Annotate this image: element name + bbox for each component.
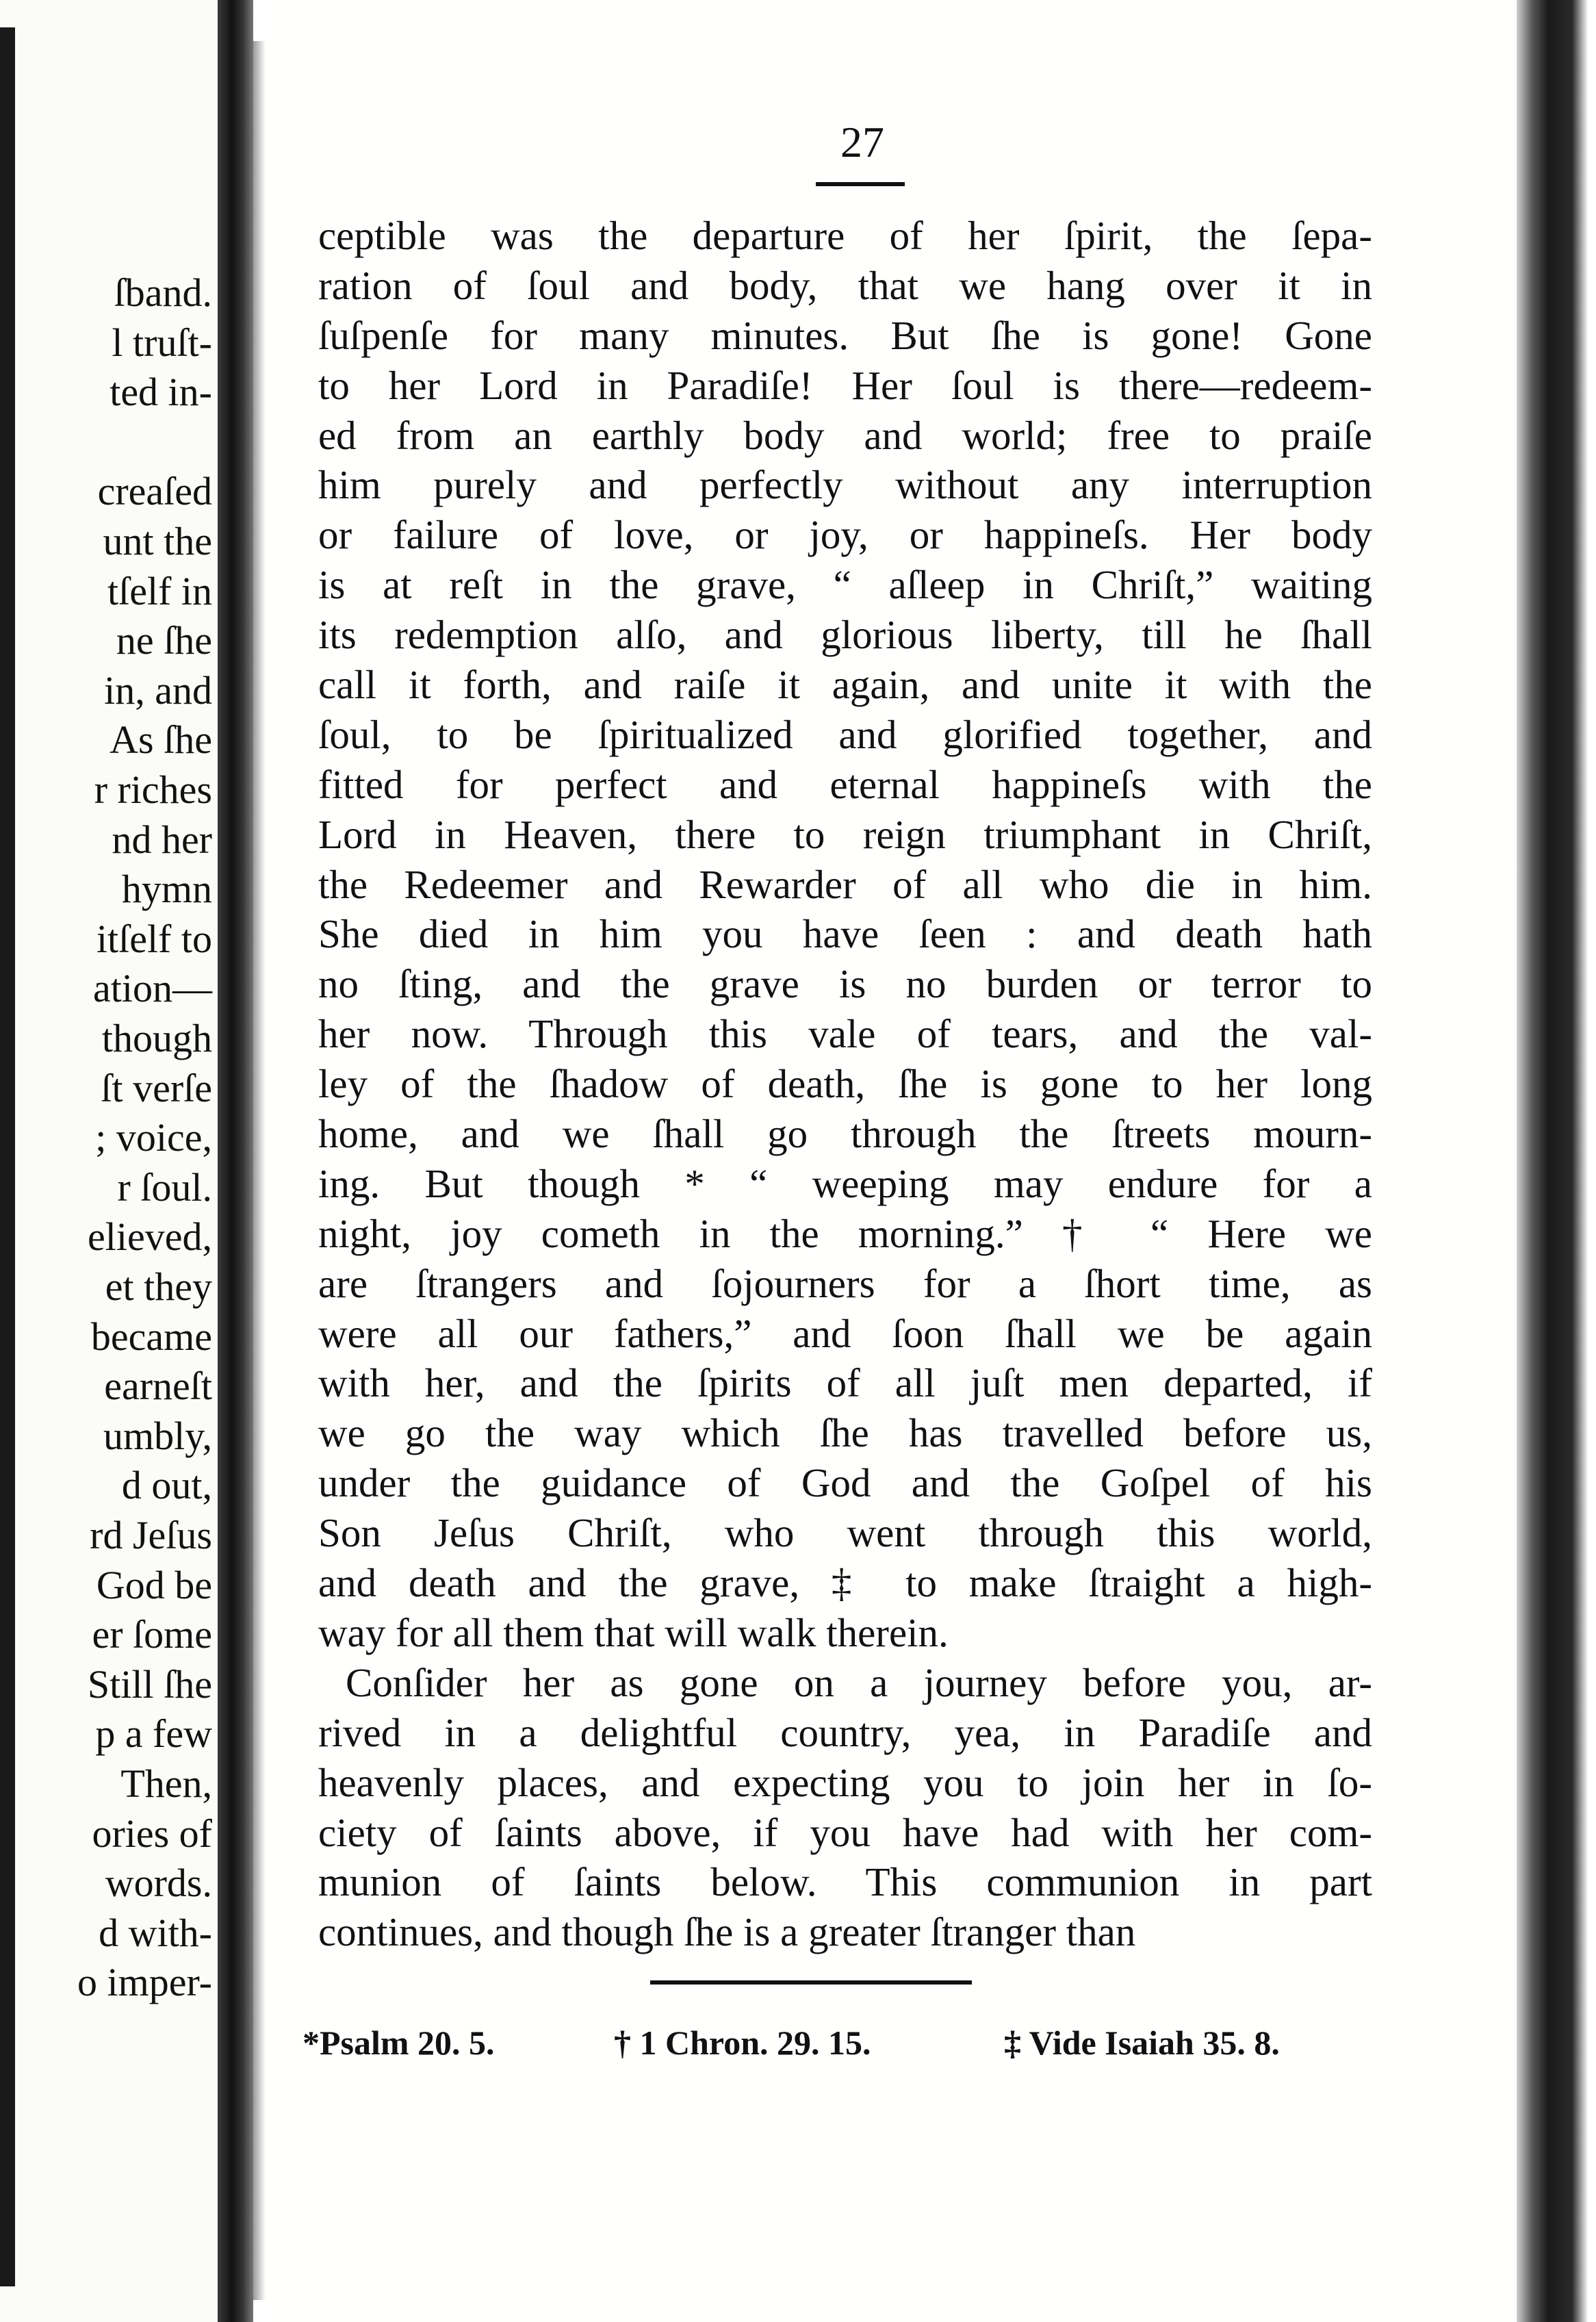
left-page-line: elieved,	[88, 1214, 212, 1260]
footnote-psalm: *Psalm 20. 5.	[303, 2024, 495, 2062]
page-number: 27	[840, 118, 884, 166]
footnote-rule	[650, 1980, 972, 1985]
text-line: him purely and perfectly without any interruption	[318, 462, 1372, 508]
text-line: call it forth, and raiſe it again, and unite it with the	[318, 662, 1372, 708]
text-line: Conſider her as gone on a journey before you, ar-	[346, 1659, 1372, 1705]
left-page-line: nd her	[112, 817, 212, 862]
text-line: continues, and though ſhe is a greater ſtranger than	[318, 1909, 1136, 1955]
left-page-line: et they	[105, 1264, 212, 1309]
left-page-line: Still ſhe	[87, 1661, 212, 1707]
text-line: is at reſt in the grave, “ aſleep in Chriſt,” waiting	[318, 562, 1372, 608]
left-page-line: in, and	[104, 667, 212, 713]
left-page-line: ne ſhe	[116, 618, 212, 663]
left-page-line: d with-	[99, 1910, 212, 1955]
left-page-line: er ſome	[92, 1612, 212, 1657]
left-page-line: umbly,	[103, 1413, 212, 1458]
right-page-edge	[1517, 0, 1596, 2322]
text-line: ing. But though * “ weeping may endure for a	[318, 1160, 1372, 1206]
book-gutter	[218, 0, 253, 2322]
left-page-line: d out,	[121, 1463, 212, 1508]
left-page-line: words.	[105, 1861, 212, 1906]
text-line: ed from an earthly body and world; free to praiſe	[318, 412, 1372, 458]
left-page-line: ; voice,	[95, 1115, 212, 1160]
text-line: ſoul, to be ſpiritualized and glorified together, and	[318, 711, 1372, 757]
footnote-chronicles: † 1 Chron. 29. 15.	[614, 2024, 871, 2062]
text-line: ley of the ſhadow of death, ſhe is gone to her long	[318, 1061, 1372, 1107]
left-page-line: ted in-	[110, 370, 212, 415]
text-line: ſuſpenſe for many minutes. But ſhe is gone! Gone	[318, 312, 1372, 358]
text-line: are ſtrangers and ſojourners for a ſhort time, as	[318, 1260, 1372, 1306]
left-page-line: ation—	[93, 966, 212, 1011]
text-line: way for all them that will walk therein.	[318, 1609, 949, 1655]
left-page-line: As ſhe	[110, 717, 212, 763]
left-page-edge	[0, 27, 15, 2286]
text-line: were all our fathers,” and ſoon ſhall we be again	[318, 1310, 1372, 1356]
left-page-line: ſt verſe	[101, 1065, 212, 1110]
left-page-line: tſelf in	[107, 568, 212, 613]
left-page-line: though	[101, 1016, 212, 1060]
text-line: heavenly places, and expecting you to join her in ſo-	[318, 1759, 1372, 1805]
left-page-line: itſelf to	[96, 916, 212, 961]
text-line: its redemption alſo, and glorious liberty, till he ſhall	[318, 612, 1372, 658]
left-page-line: creaſed	[97, 469, 212, 514]
left-page-line: ſband.	[114, 270, 212, 315]
left-page-line: God be	[96, 1562, 212, 1607]
left-page-line: o imper-	[77, 1960, 212, 2005]
page-number-rule	[816, 182, 905, 186]
text-line: rived in a delightful country, yea, in Paradiſe and	[318, 1709, 1372, 1755]
footnotes	[303, 2021, 1343, 2065]
text-line: Son Jeſus Chriſt, who went through this world,	[318, 1510, 1372, 1556]
text-line: ciety of ſaints above, if you have had with her com-	[318, 1809, 1372, 1855]
left-page-line: hymn	[121, 867, 212, 912]
left-page-line: r riches	[94, 767, 212, 812]
gutter-shadow	[253, 41, 266, 2300]
text-line: and death and the grave, ‡ to make ſtraight a high-	[318, 1560, 1372, 1606]
left-page-line: Then,	[120, 1761, 212, 1806]
left-page-line: unt the	[103, 519, 212, 563]
left-page-line: earneſt	[104, 1364, 212, 1409]
left-page-line: ories of	[92, 1811, 212, 1856]
left-page-line: p a few	[95, 1711, 212, 1757]
text-line: night, joy cometh in the morning.” † “ Here we	[318, 1210, 1372, 1256]
left-page-line: became	[90, 1314, 212, 1359]
text-line: her now. Through this vale of tears, and the val-	[318, 1011, 1372, 1057]
text-line: to her Lord in Paradiſe! Her ſoul is there—redeem-	[318, 362, 1372, 408]
text-line: under the guidance of God and the Goſpel of his	[318, 1460, 1372, 1506]
text-line: fitted for perfect and eternal happineſs with the	[318, 761, 1372, 807]
text-line: munion of ſaints below. This communion in part	[318, 1859, 1372, 1905]
text-line: ceptible was the departure of her ſpirit, the ſepa-	[318, 213, 1372, 258]
left-page-line: r ſoul.	[117, 1164, 212, 1210]
left-page-line: rd Jeſus	[90, 1513, 212, 1557]
footnote-isaiah: ‡ Vide Isaiah 35. 8.	[1004, 2024, 1280, 2062]
text-line: or failure of love, or joy, or happineſs. Her body	[318, 512, 1372, 558]
body-text	[318, 211, 1372, 1957]
text-line: ration of ſoul and body, that we hang over it in	[318, 262, 1372, 308]
text-line: She died in him you have ſeen : and death hath	[318, 911, 1372, 957]
text-line: we go the way which ſhe has travelled before us,	[318, 1410, 1372, 1456]
left-page	[0, 0, 218, 2322]
text-line: with her, and the ſpirits of all juſt men departed, if	[318, 1360, 1372, 1406]
text-line: Lord in Heaven, there to reign triumphant in Chriſt,	[318, 811, 1372, 857]
text-line: no ſting, and the grave is no burden or terror to	[318, 961, 1372, 1007]
text-line: home, and we ſhall go through the ſtreets mourn-	[318, 1111, 1372, 1157]
left-page-line: l truſt-	[112, 320, 212, 365]
text-line: the Redeemer and Rewarder of all who die in him.	[318, 861, 1372, 907]
